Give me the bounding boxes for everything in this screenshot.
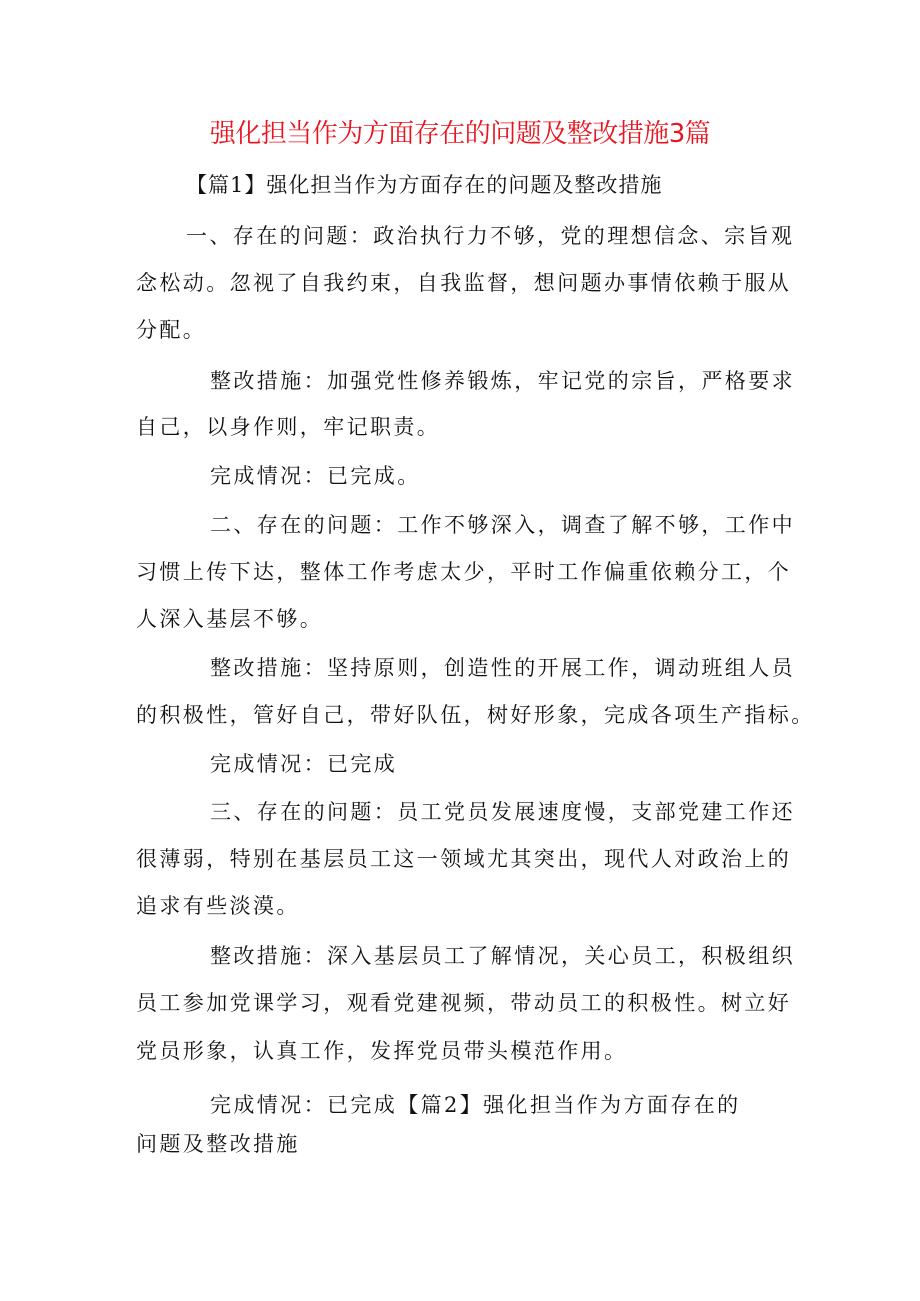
paragraph-line: 整改措施：坚持原则，创造性的开展工作，调动班组人员	[210, 656, 795, 680]
paragraph-line: 一、存在的问题：政治执行力不够，党的理想信念、宗旨观	[186, 224, 795, 248]
paragraph-line: 整改措施：深入基层员工了解情况，关心员工，积极组织	[210, 944, 795, 968]
paragraph-line: 完成情况：已完成。	[210, 464, 421, 488]
paragraph-line: 很薄弱，特别在基层员工这一领域尤其突出，现代人对政治上的	[136, 847, 792, 871]
paragraph-line: 分配。	[136, 318, 207, 342]
paragraph-line: 自己，以身作则，牢记职责。	[136, 415, 441, 439]
document-title: 强化担当作为方面存在的问题及整改措施3篇	[209, 119, 711, 149]
paragraph-line: 的积极性，管好自己，带好队伍，树好形象，完成各项生产指标。	[136, 703, 815, 727]
paragraph-line: 追求有些淡漠。	[136, 894, 300, 918]
paragraph-line: 三、存在的问题：员工党员发展速度慢，支部党建工作还	[210, 800, 795, 824]
paragraph-line: 人深入基层不够。	[136, 607, 324, 631]
section-heading: 【篇1】强化担当作为方面存在的问题及整改措施	[186, 173, 663, 197]
paragraph-line: 问题及整改措施	[136, 1132, 300, 1156]
paragraph-line: 完成情况：已完成	[210, 752, 398, 776]
paragraph-line: 二、存在的问题：工作不够深入，调查了解不够，工作中	[210, 513, 795, 537]
paragraph-line: 整改措施：加强党性修养锻炼，牢记党的宗旨，严格要求	[210, 369, 795, 393]
paragraph-line: 员工参加党课学习，观看党建视频，带动员工的积极性。树立好	[136, 991, 792, 1015]
paragraph-line: 习惯上传下达，整体工作考虑太少，平时工作偏重依赖分工，个	[136, 560, 792, 584]
paragraph-line: 党员形象，认真工作，发挥党员带头模范作用。	[136, 1039, 628, 1063]
paragraph-line: 完成情况：已完成【篇2】强化担当作为方面存在的	[210, 1093, 741, 1117]
paragraph-line: 念松动。忽视了自我约束，自我监督，想问题办事情依赖于服从	[136, 271, 792, 295]
